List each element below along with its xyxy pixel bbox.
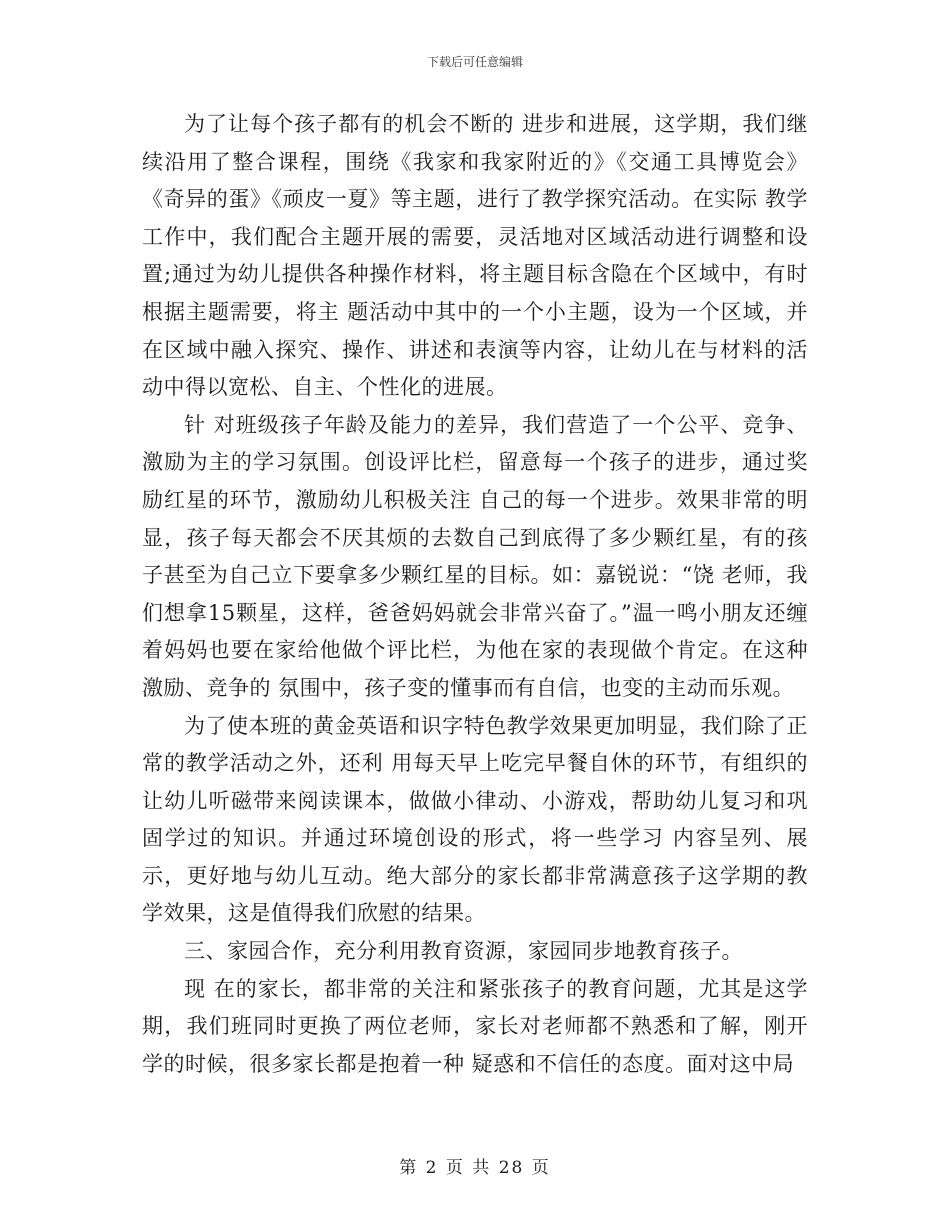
paragraph-parents: 现 在的家长，都非常的关注和紧张孩子的教育问题，尤其是这学期，我们班同时更换了两位老师，家长对老师都不熟悉和了解，刚开学的时候，很多家长都是抱着一种 疑惑和不信任的态度。面对这中局 [142,976,808,1076]
paragraph-english-literacy: 为了使本班的黄金英语和识字特色教学效果更加明显，我们除了正常的教学活动之外，还利 用每天早上吃完早餐自休的环节，有组织的让幼儿听磁带来阅读课本，做做小律动、小游戏，帮助幼儿复习和巩固学过的知识。并通过环境创设的形式，将一些学习 内容呈列、展示，更好地与幼儿互动。绝大部分的家长都非常满意孩子这学期的教学效果，这是值得我们欣慰的结果。 [142,713,808,926]
document-body [142,106,808,1083]
paragraph-curriculum: 为了让每个孩子都有的机会不断的 进步和进展，这学期，我们继续沿用了整合课程，围绕《我家和我家附近的》《交通工具博览会》《奇异的蛋》《顽皮一夏》等主题，进行了教学探究活动。在实际 教学工作中，我们配合主题开展的需要，灵活地对区域活动进行调整和设置;通过为幼儿提供各种操作材料，将主题目标含隐在个区域中，有时根据主题需要，将主 题活动中其中的一个小主题，设为一个区域，并在区域中融入探究、操作、讲述和表演等内容，让幼儿在与材料的活动中得以宽松、自主、个性化的进展。 [142,112,808,400]
paragraph-motivation: 针 对班级孩子年龄及能力的差异，我们营造了一个公平、竞争、激励为主的学习氛围。创设评比栏，留意每一个孩子的进步，通过奖励红星的环节，激励幼儿积极关注 自己的每一个进步。效果非常的明显，孩子每天都会不厌其烦的去数自己到底得了多少颗红星，有的孩子甚至为自己立下要拿多少颗红星的目标。如：嘉锐说：“饶 老师，我们想拿15颗星，这样，爸爸妈妈就会非常兴奋了。”温一鸣小朋友还缠着妈妈也要在家给他做个评比栏，为他在家的表现做个肯定。在这种激励、竞争的 氛围中，孩子变的懂事而有自信，也变的主动而乐观。 [142,412,808,700]
section-heading-home-school: 三、家园合作，充分利用教育资源，家园同步地教育孩子。 [184,939,743,964]
page-number-footer: 第 2 页 共 28 页 [399,1158,551,1178]
page-header-note: 下载后可任意编辑 [426,55,523,69]
